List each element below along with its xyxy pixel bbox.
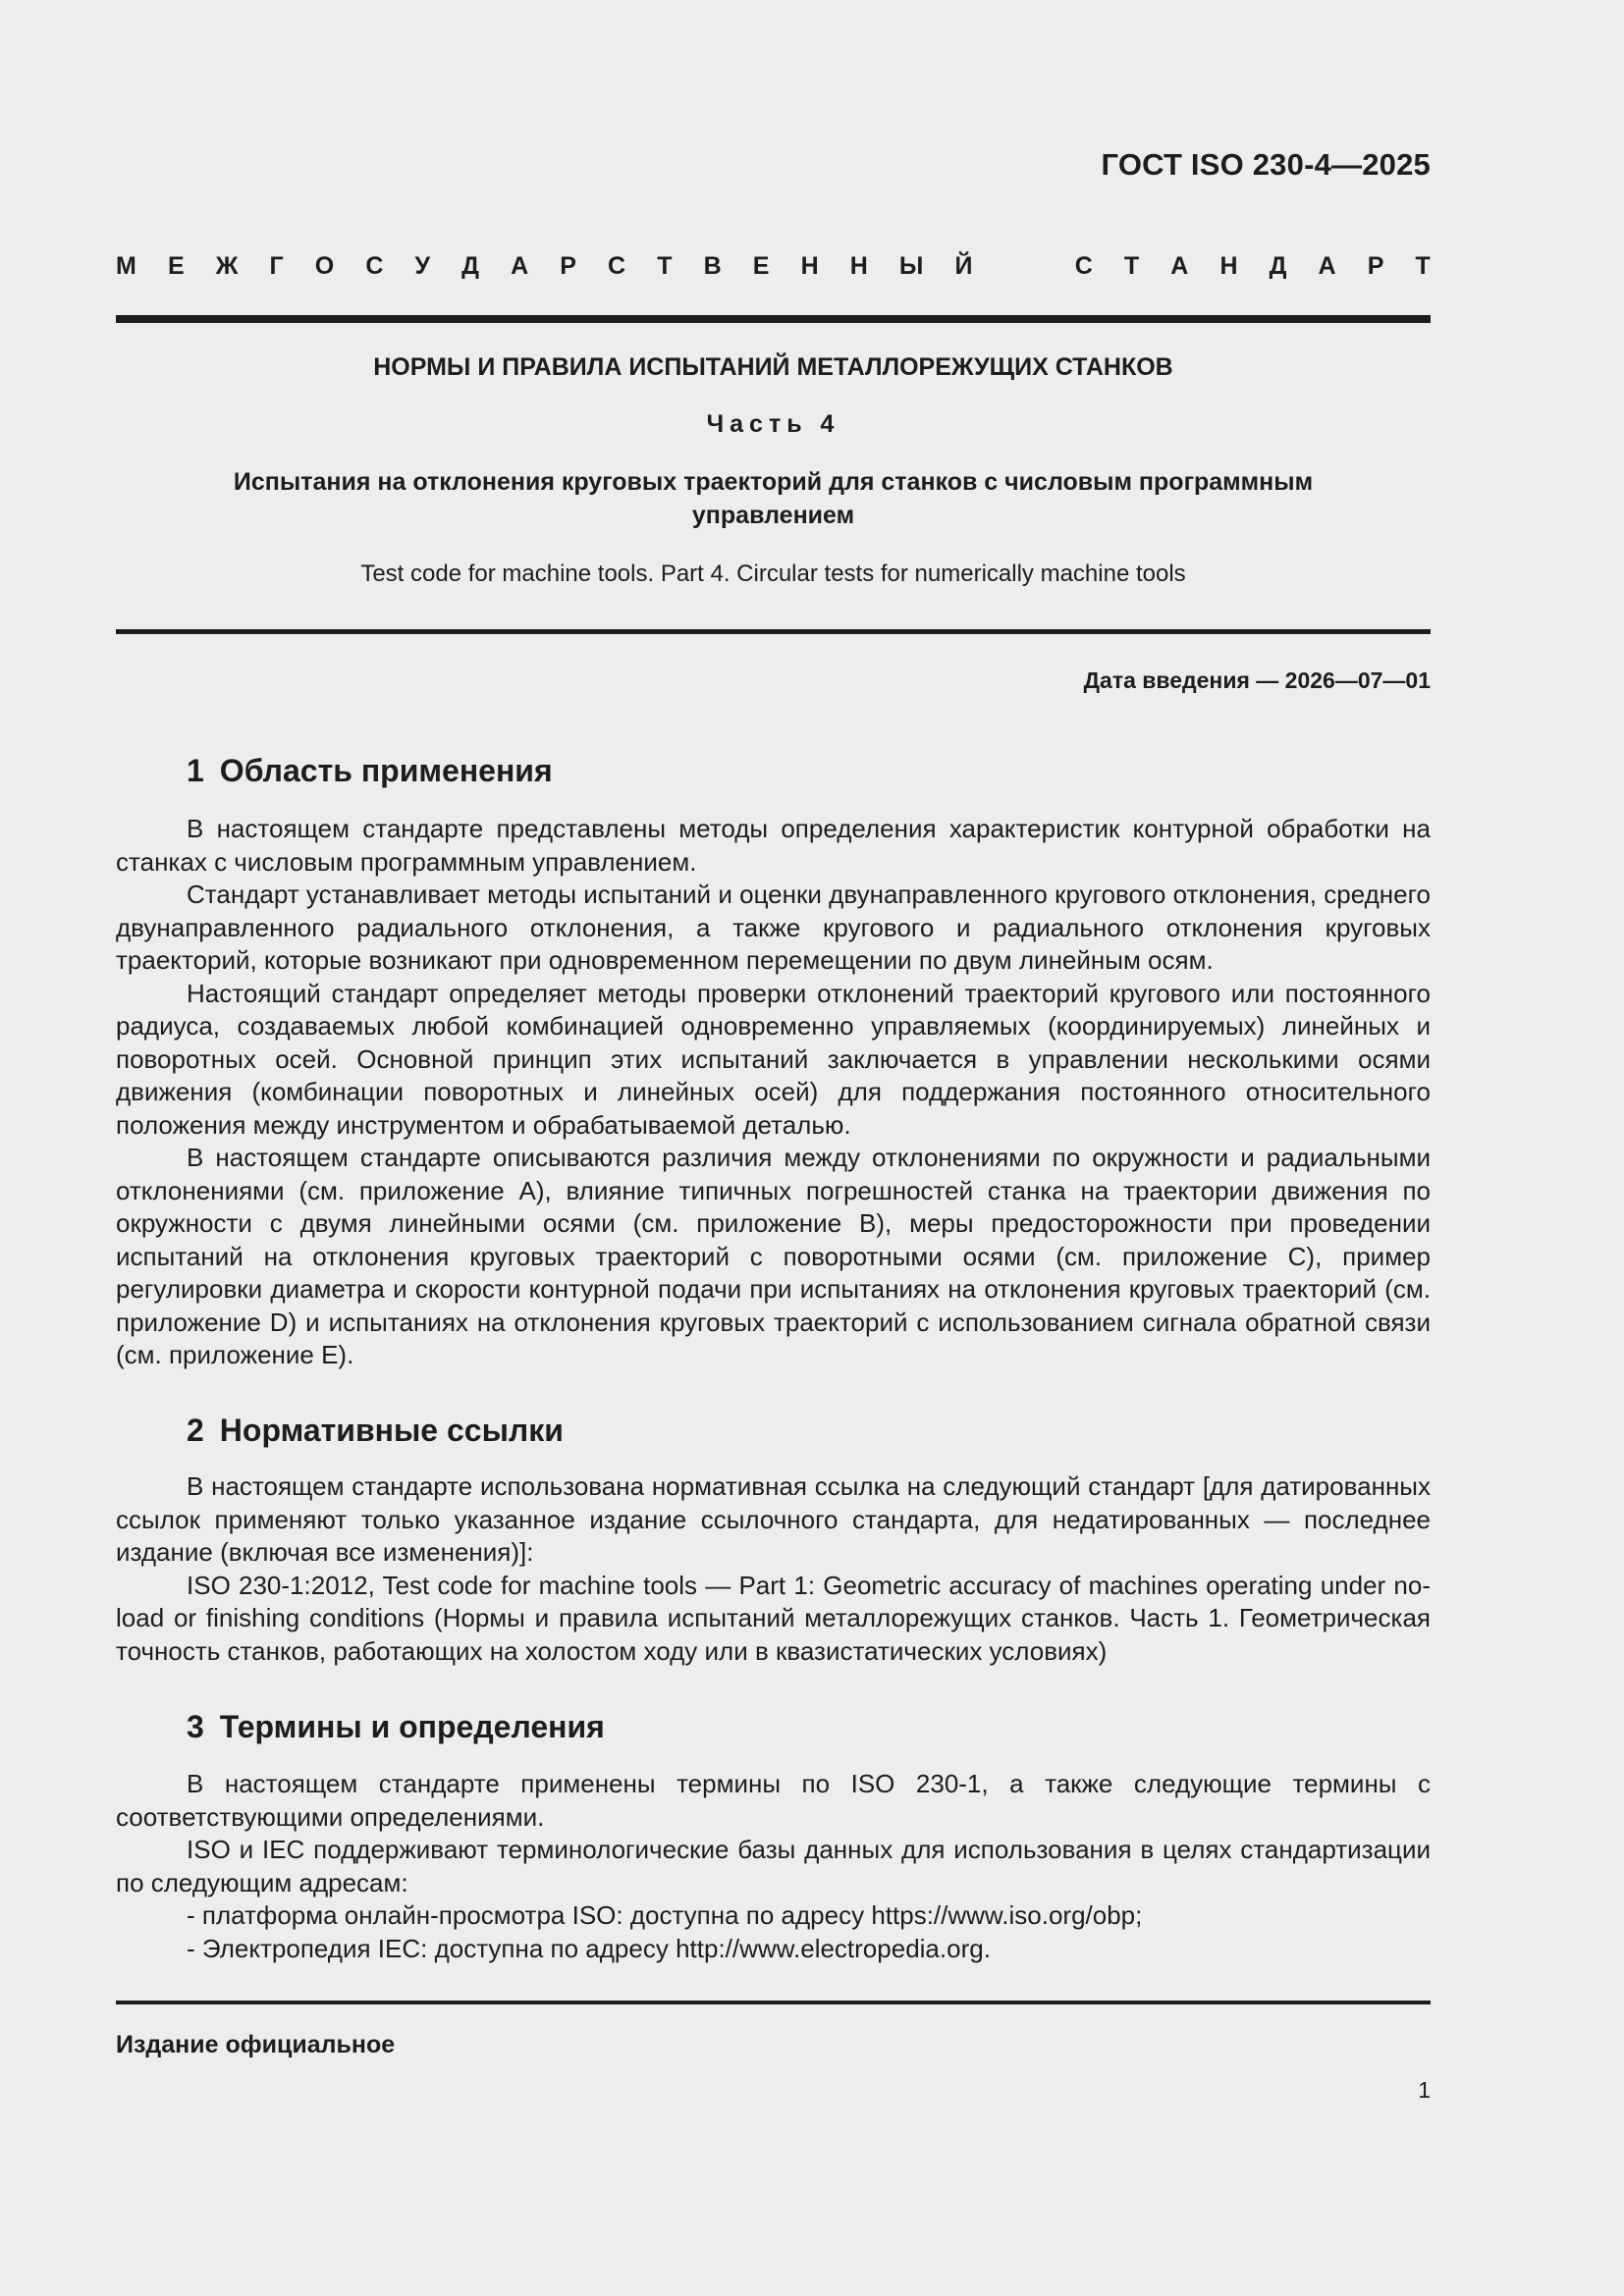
banner-letter: Т (657, 252, 673, 280)
section-heading (187, 753, 553, 789)
section-heading (187, 1413, 564, 1449)
paragraph: Настоящий стандарт определяет методы проверки отклонений траекторий кругового или постоянного радиуса, создаваемых любой комбинацией одновременно управляемых (координируемых) линейных и поворотных осей. Основной принцип этих испытаний заключается в управлении несколькими осями движения (комбинации поворотных и линейных осей) для поддержания постоянного относительного положения между инструментом и обрабатываемой деталью. (116, 978, 1431, 1140)
section-heading (187, 1709, 605, 1745)
banner-letter: Т (1123, 252, 1140, 280)
banner-letter: Ж (215, 252, 239, 280)
section-body (116, 813, 1431, 1372)
banner-letter: М (116, 252, 136, 280)
footer-divider (116, 2001, 1431, 2004)
document-title-english: Test code for machine tools. Part 4. Circular tests for numerically machine tools (360, 561, 1186, 587)
paragraph: В настоящем стандарте применены термины по ISO 230-1, а также следующие термины с соответствующими определениями. (116, 1769, 1431, 1832)
paragraph: В настоящем стандарте представлены методы определения характеристик контурной обработки на станках с числовым программным управлением. (116, 814, 1431, 877)
banner-letter: Н (1219, 252, 1238, 280)
banner-letter: Р (560, 252, 576, 280)
interstate-standard-banner (116, 252, 1431, 281)
banner-letter: О (314, 252, 335, 280)
banner-letter: Р (1367, 252, 1384, 280)
header-divider (116, 315, 1431, 323)
section-title: Область применения (219, 753, 553, 788)
banner-letter: У (414, 252, 431, 280)
banner-letter: Д (1269, 252, 1287, 280)
banner-letter: Д (461, 252, 479, 280)
official-edition-label: Издание официальное (116, 2031, 396, 2058)
banner-letter: Н (849, 252, 868, 280)
banner-letter: А (1318, 252, 1336, 280)
banner-letter: А (1170, 252, 1189, 280)
banner-letter: В (703, 252, 722, 280)
banner-letter: Ы (898, 252, 924, 280)
banner-letter: Т (1415, 252, 1431, 280)
banner-letter: С (608, 252, 626, 280)
page-number: 1 (1418, 2077, 1431, 2103)
section-title: Термины и определения (219, 1709, 605, 1744)
document-part: Часть 4 (706, 410, 840, 438)
banner-letter: Й (954, 252, 973, 280)
banner-letter: С (365, 252, 384, 280)
banner-letter: Е (752, 252, 770, 280)
paragraph: В настоящем стандарте описываются различия между отклонениями по окружности и радиальными отклонениями (см. приложение А), влияние типичных погрешностей станка на траектории движения по окружности с двумя линейными осями (см. приложение В), меры предосторожности при проведении испытаний на отклонения круговых траекторий с поворотными осями (см. приложение С), пример регулировки диаметра и скорости контурной подачи при испытаниях на отклонения круговых траекторий (см. приложение D) и испытаниях на отклонения круговых траекторий с использованием сигнала обратной связи (см. приложение Е). (116, 1143, 1431, 1369)
section-number: 3 (187, 1709, 204, 1744)
document-title: НОРМЫ И ПРАВИЛА ИСПЫТАНИЙ МЕТАЛЛОРЕЖУЩИХ СТАНКОВ (373, 353, 1173, 381)
section-title: Нормативные ссылки (219, 1413, 564, 1448)
paragraph: ISO 230-1:2012, Test code for machine tools — Part 1: Geometric accuracy of machines operating under no-load or finishing conditions (Нормы и правила испытаний металлорежущих станков. Часть 1. Геометрическая точность станков, работающих на холостом ходу или в квазистатических условиях) (116, 1570, 1431, 1666)
section-number: 2 (187, 1413, 204, 1448)
section-number: 1 (187, 753, 204, 788)
introduction-date: Дата введения — 2026—07—01 (1083, 667, 1431, 693)
section-body (116, 1470, 1431, 1668)
banner-letter: Е (167, 252, 185, 280)
document-code: ГОСТ ISO 230-4—2025 (1101, 147, 1431, 182)
banner-letter: А (511, 252, 529, 280)
paragraph: ISO и IEC поддерживают терминологические базы данных для использования в целях стандартизации по следующим адресам: (116, 1835, 1431, 1897)
list-item: - платформа онлайн-просмотра ISO: доступна по адресу https://www.iso.org/obp; (187, 1900, 1143, 1930)
paragraph: Стандарт устанавливает методы испытаний и оценки двунаправленного кругового отклонения, среднего двунаправленного радиального отклонения, а также кругового и радиального отклонения круговых траекторий, которые возникают при одновременном перемещении по двум линейным осям. (116, 880, 1431, 975)
paragraph: В настоящем стандарте использована нормативная ссылка на следующий стандарт [для датированных ссылок применяют только указанное издание ссылочного стандарта, для недатированных — последнее издание (включая все изменения)]: (116, 1471, 1431, 1567)
banner-letter: Н (800, 252, 819, 280)
section-body (116, 1768, 1431, 1965)
list-item: - Электропедия IEC: доступна по адресу http://www.electropedia.org. (187, 1933, 991, 1963)
banner-letter: Г (269, 252, 284, 280)
banner-letter: С (1074, 252, 1093, 280)
document-subtitle: Испытания на отклонения круговых траекторий для станков с числовым программным управлением (233, 468, 1314, 529)
title-divider (116, 629, 1431, 634)
